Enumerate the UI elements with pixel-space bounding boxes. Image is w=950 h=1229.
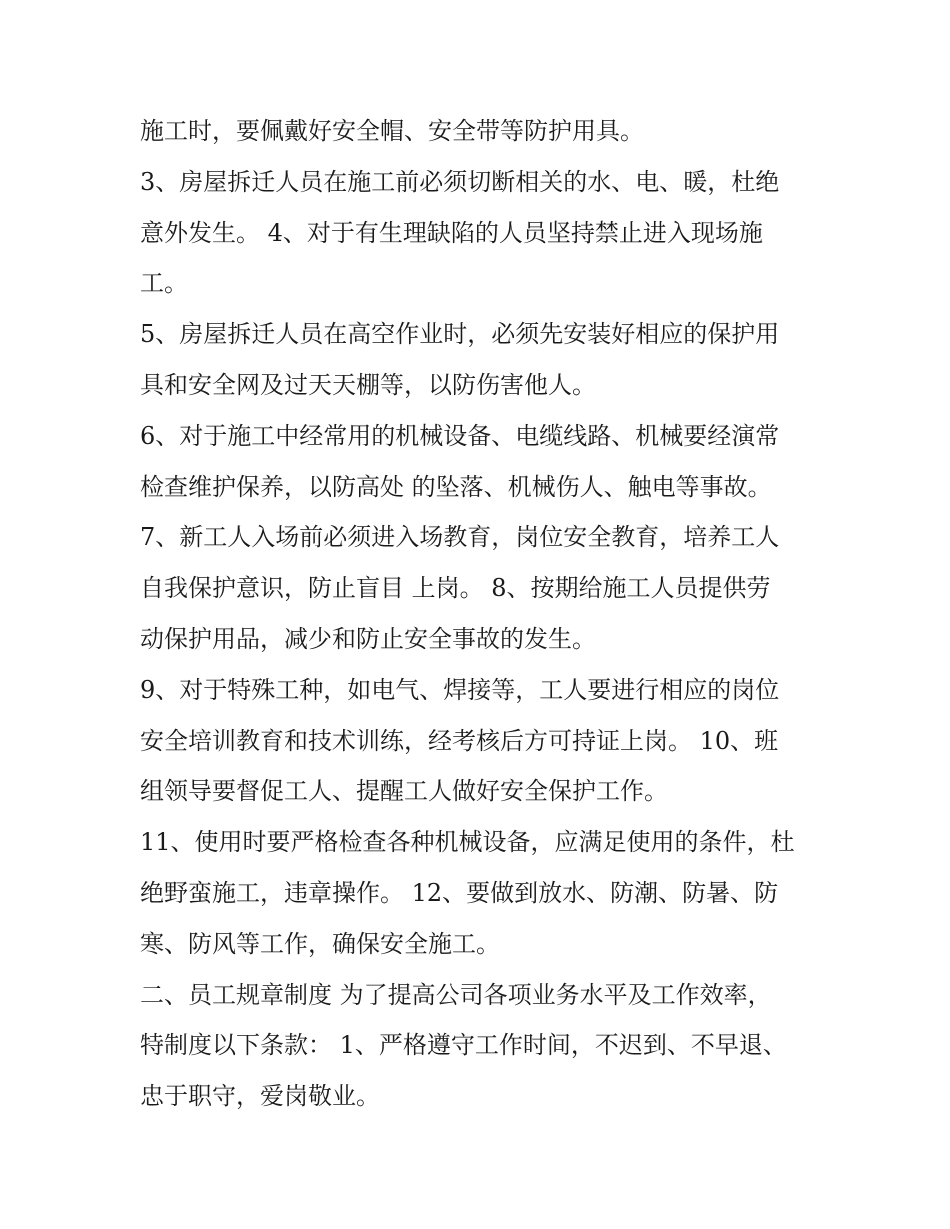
text-line: 具和安全网及过天天棚等，以防伤害他人。: [140, 370, 596, 399]
text-line: 5、房屋拆迁人员在高空作业时，必须先安装好相应的保护用: [140, 320, 780, 349]
text-line: 安全培训教育和技术训练，经考核后方可持证上岗。 10、班: [140, 726, 779, 755]
text-line: 施工时，要佩戴好安全帽、安全带等防护用具。: [140, 117, 644, 145]
text-line: 二、员工规章制度 为了提高公司各项业务水平及工作效率，: [140, 980, 772, 1009]
text-line: 11、使用时要严格检查各种机械设备，应满足使用的条件，杜: [140, 828, 795, 857]
text-line: 动保护用品，减少和防止安全事故的发生。: [140, 624, 596, 653]
text-line: 组领导要督促工人、提醒工人做好安全保护工作。: [140, 777, 668, 806]
text-line: 寒、防风等工作，确保安全施工。: [140, 929, 500, 958]
text-line: 自我保护意识，防止盲目 上岗。 8、按期给施工人员提供劳: [140, 574, 771, 603]
text-line: 忠于职守，爱岗敬业。: [140, 1082, 380, 1111]
text-line: 特制度以下条款： 1、严格遵守工作时间，不迟到、不早退、: [140, 1031, 787, 1060]
body-text: [140, 106, 820, 1122]
text-line: 3、房屋拆迁人员在施工前必须切断相关的水、电、暖，杜绝: [140, 167, 780, 196]
text-line: 意外发生。 4、对于有生理缺陷的人员坚持禁止进入现场施: [140, 218, 763, 247]
text-line: 7、新工人入场前必须进入场教育，岗位安全教育，培养工人: [140, 523, 780, 552]
text-line: 工。: [140, 269, 188, 298]
text-line: 9、对于特殊工种，如电气、焊接等，工人要进行相应的岗位: [140, 675, 780, 704]
text-line: 6、对于施工中经常用的机械设备、电缆线路、机械要经演常: [140, 421, 780, 450]
text-line: 绝野蛮施工，违章操作。 12、要做到放水、防潮、防暑、防: [140, 878, 779, 907]
text-line: 检查维护保养，以防高处 的坠落、机械伤人、触电等事故。: [140, 472, 772, 501]
